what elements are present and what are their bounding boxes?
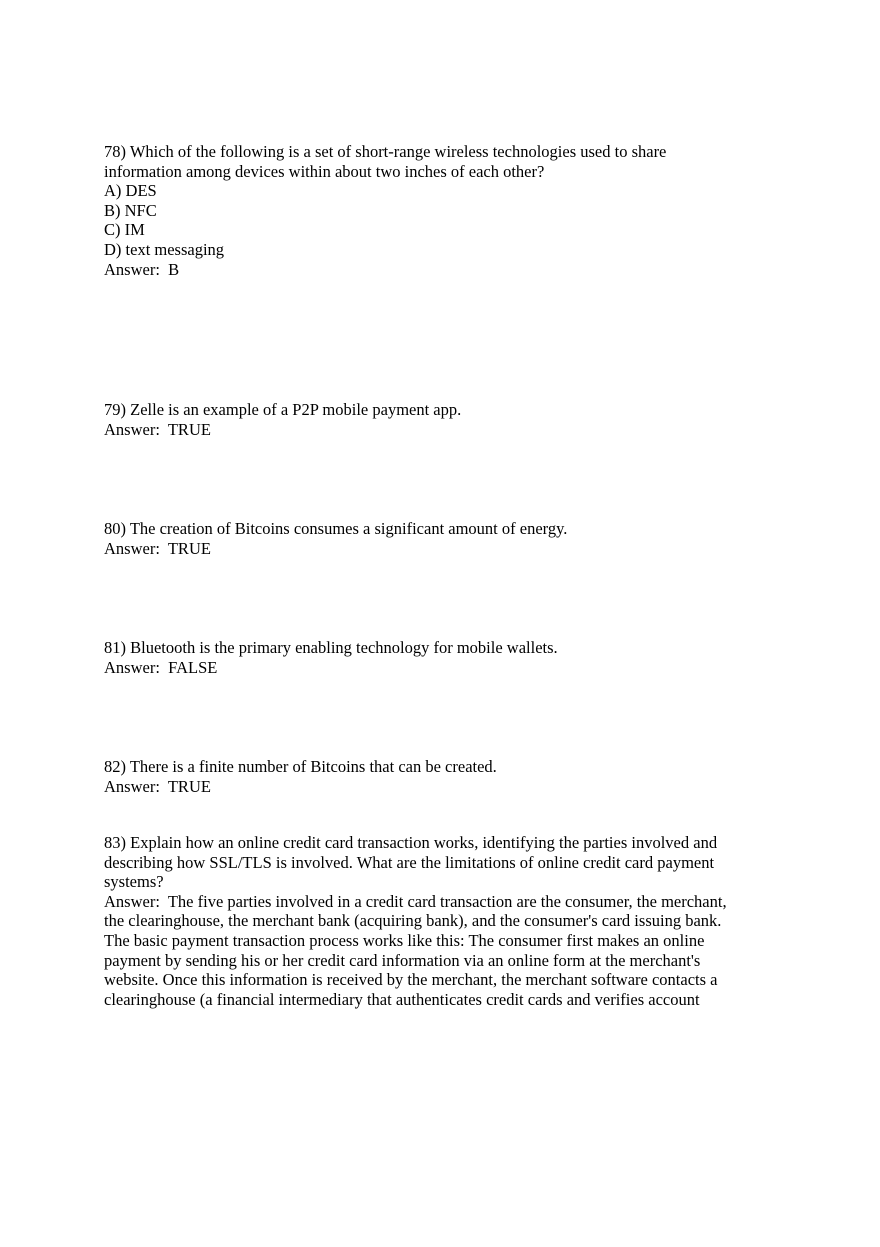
option-b: B) NFC xyxy=(104,200,157,220)
answer: Answer: FALSE xyxy=(104,657,218,677)
answer-text: the clearinghouse, the merchant bank (acquiring bank), and the consumer's card issuing bank. xyxy=(104,911,722,931)
option-a: A) DES xyxy=(104,181,157,201)
question-text: 78) Which of the following is a set of short-range wireless technologies used to share xyxy=(104,142,667,161)
question-text: 81) Bluetooth is the primary enabling technology for mobile wallets. xyxy=(104,638,558,657)
answer-text: clearinghouse (a financial intermediary that authenticates credit cards and verifies account xyxy=(104,989,700,1009)
answer: Answer: TRUE xyxy=(104,538,211,558)
question-text: 83) Explain how an online credit card transaction works, identifying the parties involved and xyxy=(104,833,718,852)
answer-text: website. Once this information is received by the merchant, the merchant software contacts a xyxy=(104,970,718,990)
question-text: describing how SSL/TLS is involved. What are the limitations of online credit card payment xyxy=(104,852,715,872)
option-c: C) IM xyxy=(104,220,145,240)
question-80 xyxy=(104,519,784,558)
question-text: 79) Zelle is an example of a P2P mobile payment app. xyxy=(104,400,462,419)
question-81 xyxy=(104,638,784,677)
question-text: systems? xyxy=(104,872,164,892)
answer: Answer: B xyxy=(104,259,180,279)
question-text: 80) The creation of Bitcoins consumes a significant amount of energy. xyxy=(104,519,568,538)
question-78 xyxy=(104,142,784,279)
option-d: D) text messaging xyxy=(104,239,225,259)
question-79 xyxy=(104,400,784,439)
question-text: 82) There is a finite number of Bitcoins that can be created. xyxy=(104,757,497,776)
answer-text: Answer: The five parties involved in a credit card transaction are the consumer, the merchant, xyxy=(104,891,727,911)
answer-text: The basic payment transaction process works like this: The consumer first makes an online xyxy=(104,930,705,950)
answer: Answer: TRUE xyxy=(104,776,211,796)
question-text: information among devices within about two inches of each other? xyxy=(104,161,545,181)
question-82 xyxy=(104,757,784,796)
answer: Answer: TRUE xyxy=(104,419,211,439)
question-83 xyxy=(104,833,784,1009)
answer-text: payment by sending his or her credit card information via an online form at the merchant's xyxy=(104,950,701,970)
